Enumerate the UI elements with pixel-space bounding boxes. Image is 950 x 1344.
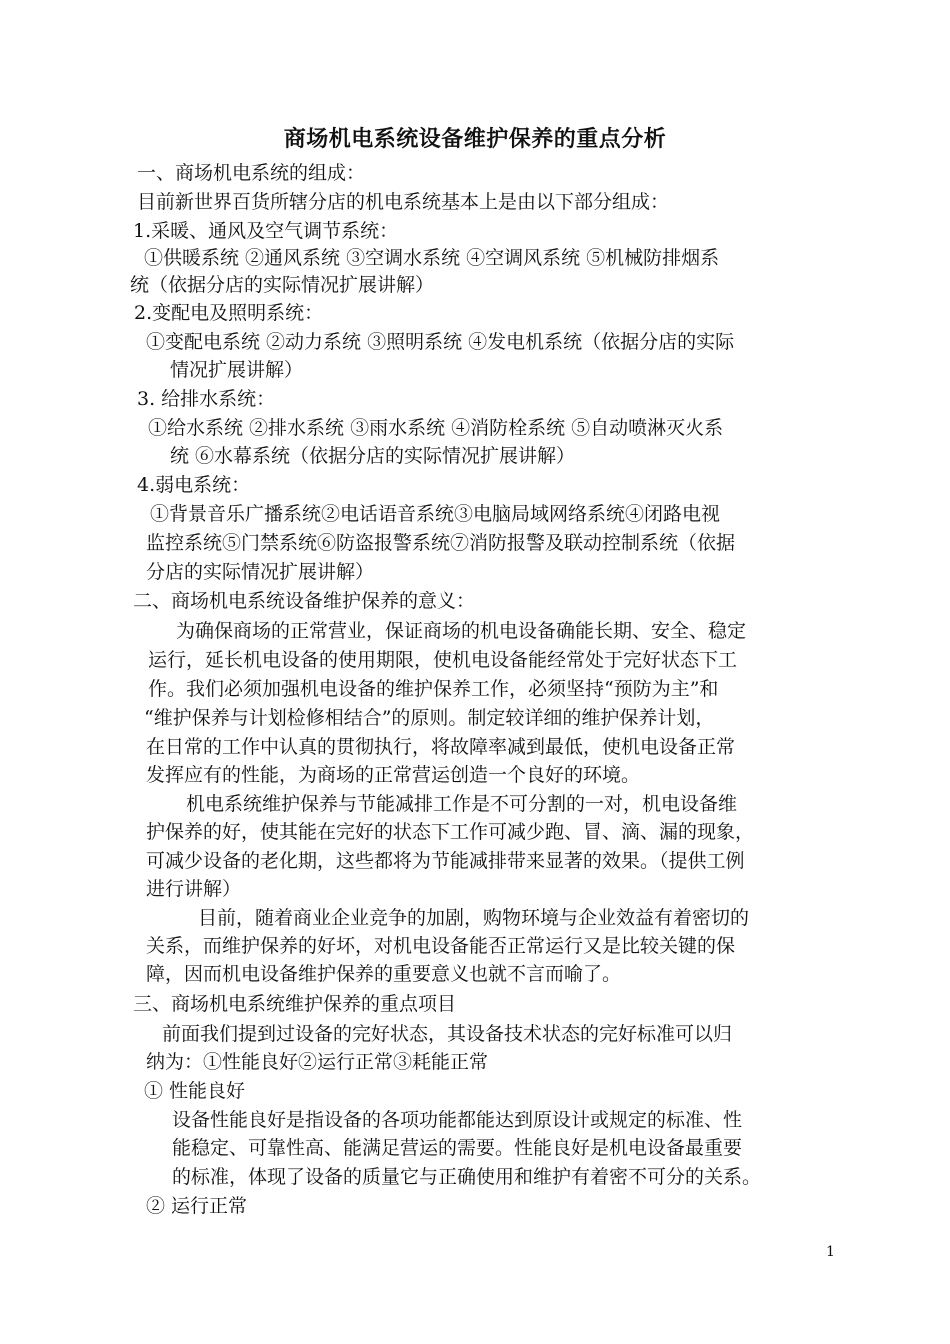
paragraph-line: 机电系统维护保养与节能减排工作是不可分割的一对，机电设备维	[186, 793, 738, 815]
paragraph-line: 的标准，体现了设备的质量它与正确使用和维护有着密不可分的关系。	[172, 1166, 762, 1188]
list-line: 分店的实际情况扩展讲解）	[146, 561, 375, 583]
paragraph-line: 能稳定、可靠性高、能满足营运的需要。性能良好是机电设备最重要	[172, 1137, 743, 1159]
list-line: ①背景音乐广播系统②电话语音系统③电脑局域网络系统④闭路电视	[150, 503, 721, 525]
paragraph-line: 设备性能良好是指设备的各项功能都能达到原设计或规定的标准、性	[172, 1109, 743, 1131]
paragraph-line: 纳为：①性能良好②运行正常③耗能正常	[146, 1051, 489, 1073]
subsection-heading: 1.采暖、通风及空气调节系统：	[133, 220, 399, 242]
paragraph-line: 障，因而机电设备维护保养的重要意义也就不言而喻了。	[146, 963, 622, 985]
section-heading-2: 二、商场机电系统设备维护保养的意义：	[133, 590, 476, 612]
paragraph-line: 为确保商场的正常营业，保证商场的机电设备确能长期、安全、稳定	[176, 620, 747, 642]
paragraph-line: 进行讲解）	[146, 878, 242, 900]
list-line: ①供暖系统 ②通风系统 ③空调水系统 ④空调风系统 ⑤机械防排烟系	[144, 247, 720, 269]
list-line: 统（依据分店的实际情况扩展讲解）	[130, 274, 435, 296]
subsection-heading: 2.变配电及照明系统：	[134, 302, 324, 324]
list-line: ①给水系统 ②排水系统 ③雨水系统 ④消防栓系统 ⑤自动喷淋灭火系	[148, 417, 724, 439]
section-heading-1: 一、商场机电系统的组成：	[137, 162, 366, 184]
list-line: 监控系统⑤门禁系统⑥防盗报警系统⑦消防报警及联动控制系统（依据	[146, 532, 736, 554]
paragraph-line: 运行，延长机电设备的使用期限，使机电设备能经常处于完好状态下工	[148, 649, 738, 671]
paragraph-line: “维护保养与计划检修相结合”的原则。制定较详细的维护保养计划，	[144, 707, 715, 729]
paragraph-line: 关系，而维护保养的好坏，对机电设备能否正常运行又是比较关键的保	[146, 935, 736, 957]
paragraph-line: 目前新世界百货所辖分店的机电系统基本上是由以下部分组成：	[137, 191, 670, 213]
list-line: 统 ⑥水幕系统（依据分店的实际情况扩展讲解）	[170, 445, 576, 467]
paragraph-line: 目前，随着商业企业竞争的加剧，购物环境与企业效益有着密切的	[198, 907, 750, 929]
document-title: 商场机电系统设备维护保养的重点分析	[283, 126, 667, 152]
item-heading-2: ② 运行正常	[146, 1195, 248, 1217]
paragraph-line: 发挥应有的性能，为商场的正常营运创造一个良好的环境。	[146, 764, 641, 786]
subsection-heading: 4.弱电系统：	[137, 474, 251, 496]
section-heading-3: 三、商场机电系统维护保养的重点项目	[133, 993, 457, 1015]
subsection-heading: 3. 给排水系统：	[137, 388, 276, 410]
paragraph-line: 作。我们必须加强机电设备的维护保养工作，必须坚持“预防为主”和	[148, 678, 719, 700]
paragraph-line: 护保养的好，使其能在完好的状态下工作可减少跑、冒、滴、漏的现象，	[146, 821, 755, 843]
paragraph-line: 可减少设备的老化期，这些都将为节能减排带来显著的效果。（提供工例	[146, 850, 745, 872]
list-line: 情况扩展讲解）	[170, 359, 304, 381]
paragraph-line: 前面我们提到过设备的完好状态，其设备技术状态的完好标准可以归	[162, 1023, 733, 1045]
page-number: 1	[826, 1244, 835, 1260]
item-heading-1: ① 性能良好	[144, 1080, 246, 1102]
list-line: ①变配电系统 ②动力系统 ③照明系统 ④发电机系统（依据分店的实际	[146, 331, 735, 353]
paragraph-line: 在日常的工作中认真的贯彻执行，将故障率减到最低，使机电设备正常	[146, 736, 736, 758]
